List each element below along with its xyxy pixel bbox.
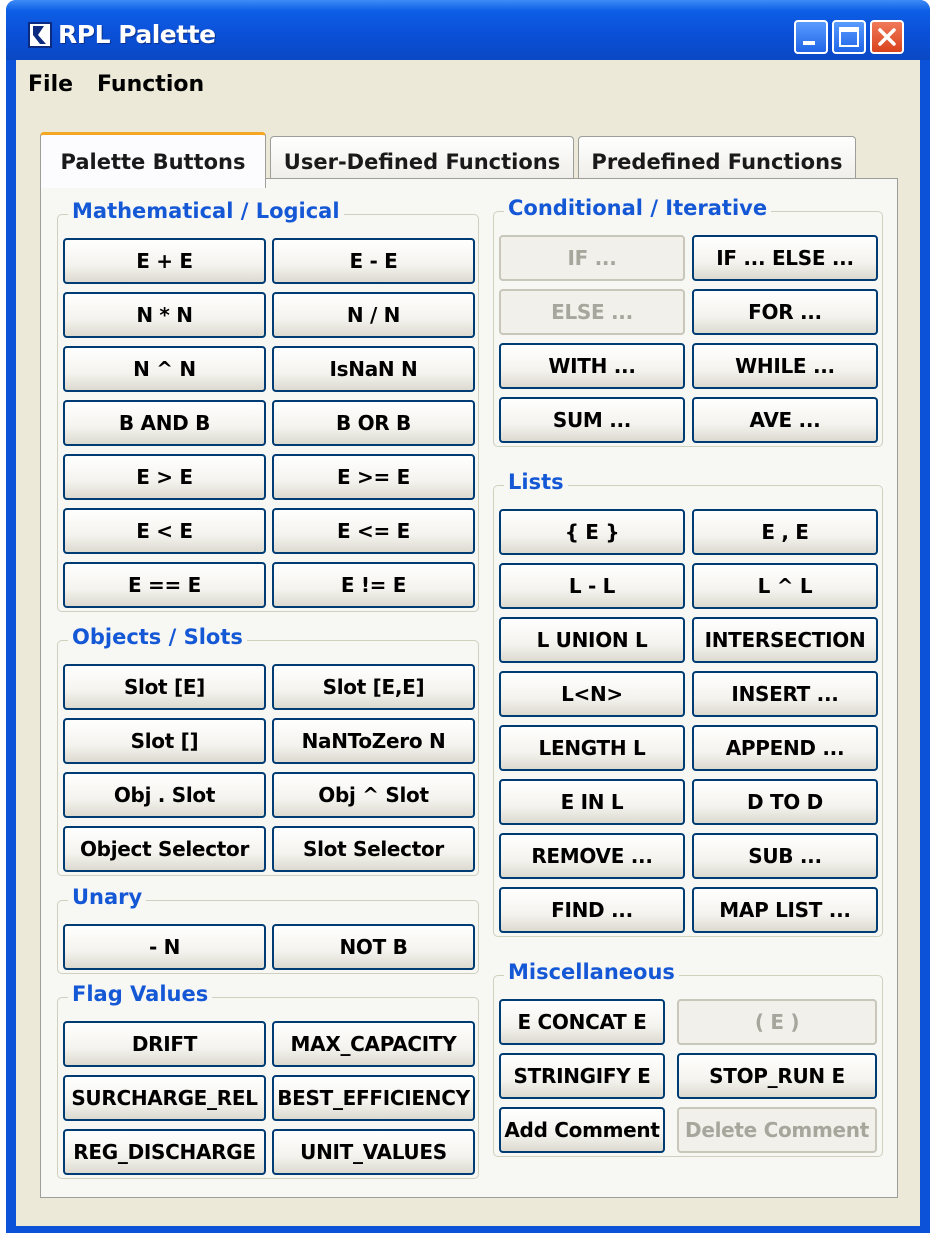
button-l-minus-l[interactable]: L - L xyxy=(499,563,685,609)
button-add-comment[interactable]: Add Comment xyxy=(499,1107,665,1153)
button-isnan-n[interactable]: IsNaN N xyxy=(272,346,475,392)
button-paren-e: ( E ) xyxy=(677,999,877,1045)
button-slot-empty[interactable]: Slot [] xyxy=(63,718,266,764)
button-surcharge-rel[interactable]: SURCHARGE_REL xyxy=(63,1075,266,1121)
tab-user-defined-functions[interactable]: User-Defined Functions xyxy=(270,136,574,186)
group-label: Lists xyxy=(504,470,568,494)
minimize-button[interactable] xyxy=(794,20,828,54)
button-ave[interactable]: AVE ... xyxy=(692,397,878,443)
button-drift[interactable]: DRIFT xyxy=(63,1021,266,1067)
button-e-concat-e[interactable]: E CONCAT E xyxy=(499,999,665,1045)
button-unit-values[interactable]: UNIT_VALUES xyxy=(272,1129,475,1175)
palette-panel xyxy=(40,178,898,1198)
button-e-eq-e[interactable]: E == E xyxy=(63,562,266,608)
button-remove[interactable]: REMOVE ... xyxy=(499,833,685,879)
group-unary xyxy=(57,885,479,974)
button-l-index-n[interactable]: L<N> xyxy=(499,671,685,717)
button-delete-comment: Delete Comment xyxy=(677,1107,877,1153)
button-b-or-b[interactable]: B OR B xyxy=(272,400,475,446)
button-sub[interactable]: SUB ... xyxy=(692,833,878,879)
button-n-times-n[interactable]: N * N xyxy=(63,292,266,338)
group-conditional-iterative xyxy=(493,196,883,447)
menu-bar xyxy=(16,60,920,108)
window-client xyxy=(16,60,920,1226)
minimize-icon xyxy=(796,22,826,52)
app-icon xyxy=(28,22,52,48)
title-bar[interactable] xyxy=(6,0,930,60)
group-label: Flag Values xyxy=(68,982,212,1006)
button-map-list[interactable]: MAP LIST ... xyxy=(692,887,878,933)
button-with[interactable]: WITH ... xyxy=(499,343,685,389)
maximize-icon xyxy=(834,22,864,52)
tab-palette-buttons[interactable]: Palette Buttons xyxy=(40,132,266,188)
button-if-else[interactable]: IF ... ELSE ... xyxy=(692,235,878,281)
button-sum[interactable]: SUM ... xyxy=(499,397,685,443)
button-if: IF ... xyxy=(499,235,685,281)
group-label: Conditional / Iterative xyxy=(504,196,771,220)
button-nantozero-n[interactable]: NaNToZero N xyxy=(272,718,475,764)
button-length-l[interactable]: LENGTH L xyxy=(499,725,685,771)
button-e-comma-e[interactable]: E , E xyxy=(692,509,878,555)
button-e-minus-e[interactable]: E - E xyxy=(272,238,475,284)
group-label: Mathematical / Logical xyxy=(68,199,344,223)
button-list-e[interactable]: { E } xyxy=(499,509,685,555)
button-find[interactable]: FIND ... xyxy=(499,887,685,933)
tab-predefined-functions[interactable]: Predefined Functions xyxy=(578,136,856,186)
button-e-lt-e[interactable]: E < E xyxy=(63,508,266,554)
button-append[interactable]: APPEND ... xyxy=(692,725,878,771)
button-not-b[interactable]: NOT B xyxy=(272,924,475,970)
group-label: Unary xyxy=(68,885,146,909)
button-e-ge-e[interactable]: E >= E xyxy=(272,454,475,500)
button-e-gt-e[interactable]: E > E xyxy=(63,454,266,500)
button-stop-run-e[interactable]: STOP_RUN E xyxy=(677,1053,877,1099)
close-icon xyxy=(872,22,902,52)
button-e-in-l[interactable]: E IN L xyxy=(499,779,685,825)
button-while[interactable]: WHILE ... xyxy=(692,343,878,389)
button-slot-e[interactable]: Slot [E] xyxy=(63,664,266,710)
button-e-ne-e[interactable]: E != E xyxy=(272,562,475,608)
button-obj-dot-slot[interactable]: Obj . Slot xyxy=(63,772,266,818)
button-n-power-n[interactable]: N ^ N xyxy=(63,346,266,392)
group-flag-values xyxy=(57,982,479,1179)
group-objects-slots xyxy=(57,625,479,876)
group-miscellaneous xyxy=(493,960,883,1157)
button-e-plus-e[interactable]: E + E xyxy=(63,238,266,284)
button-slot-e-e[interactable]: Slot [E,E] xyxy=(272,664,475,710)
window-title: RPL Palette xyxy=(58,20,216,49)
button-else: ELSE ... xyxy=(499,289,685,335)
button-max-capacity[interactable]: MAX_CAPACITY xyxy=(272,1021,475,1067)
group-label: Objects / Slots xyxy=(68,625,247,649)
button-object-selector[interactable]: Object Selector xyxy=(63,826,266,872)
button-for[interactable]: FOR ... xyxy=(692,289,878,335)
button-b-and-b[interactable]: B AND B xyxy=(63,400,266,446)
button-intersection[interactable]: INTERSECTION xyxy=(692,617,878,663)
button-obj-caret-slot[interactable]: Obj ^ Slot xyxy=(272,772,475,818)
button-reg-discharge[interactable]: REG_DISCHARGE xyxy=(63,1129,266,1175)
window xyxy=(6,0,930,1233)
button-stringify-e[interactable]: STRINGIFY E xyxy=(499,1053,665,1099)
button-e-le-e[interactable]: E <= E xyxy=(272,508,475,554)
button-best-efficiency[interactable]: BEST_EFFICIENCY xyxy=(272,1075,475,1121)
group-label: Miscellaneous xyxy=(504,960,679,984)
maximize-button[interactable] xyxy=(832,20,866,54)
button-l-caret-l[interactable]: L ^ L xyxy=(692,563,878,609)
button-l-union-l[interactable]: L UNION L xyxy=(499,617,685,663)
button-negate-n[interactable]: - N xyxy=(63,924,266,970)
button-d-to-d[interactable]: D TO D xyxy=(692,779,878,825)
menu-function[interactable]: Function xyxy=(97,72,205,97)
button-n-divide-n[interactable]: N / N xyxy=(272,292,475,338)
menu-file[interactable]: File xyxy=(28,72,74,97)
button-insert[interactable]: INSERT ... xyxy=(692,671,878,717)
button-slot-selector[interactable]: Slot Selector xyxy=(272,826,475,872)
group-mathematical-logical xyxy=(57,199,479,612)
close-button[interactable] xyxy=(870,20,904,54)
group-lists xyxy=(493,470,883,937)
